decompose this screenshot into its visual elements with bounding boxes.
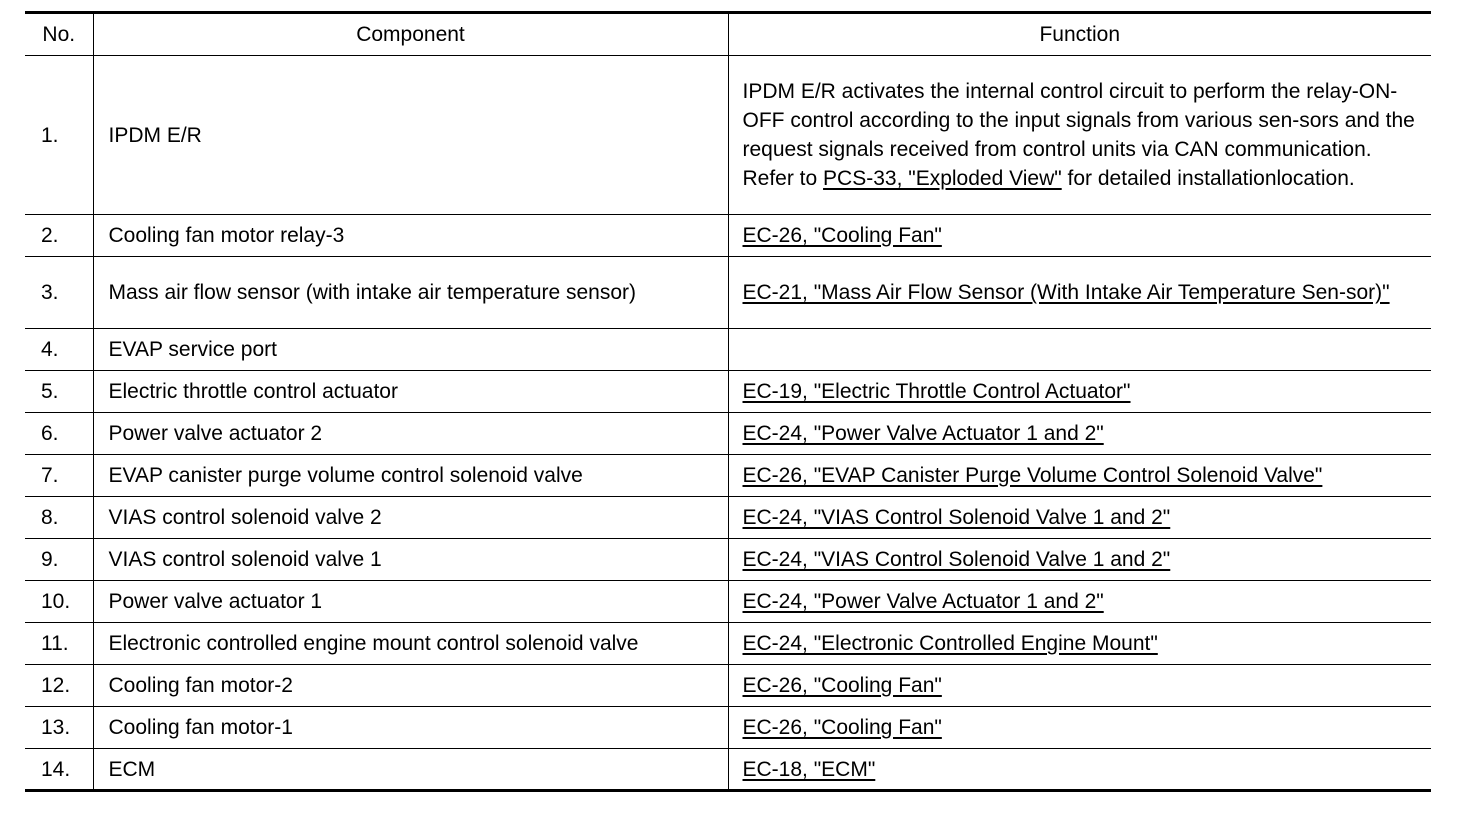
row-number: 1. bbox=[25, 56, 93, 215]
function-cell bbox=[728, 497, 1431, 539]
table-row bbox=[25, 539, 1431, 581]
header-function: Function bbox=[728, 13, 1431, 56]
table-row bbox=[25, 56, 1431, 215]
table-row bbox=[25, 329, 1431, 371]
component-name: Electronic controlled engine mount control solenoid valve bbox=[93, 623, 728, 665]
header-component: Component bbox=[93, 13, 728, 56]
row-number: 13. bbox=[25, 707, 93, 749]
row-number: 9. bbox=[25, 539, 93, 581]
reference-link[interactable]: EC-24, "VIAS Control Solenoid Valve 1 and 2" bbox=[742, 548, 1171, 571]
component-name: Electric throttle control actuator bbox=[93, 371, 728, 413]
function-cell bbox=[728, 623, 1431, 665]
component-name: Cooling fan motor-1 bbox=[93, 707, 728, 749]
function-cell bbox=[728, 56, 1431, 215]
component-function-table bbox=[25, 11, 1431, 792]
table-row bbox=[25, 707, 1431, 749]
function-description: IPDM E/R activates the internal control circuit to perform the relay-ON-OFF control according to the input signals from various sen-sors and the request signals received from control units via CAN communication. bbox=[742, 80, 1415, 161]
refer-suffix: for detailed installationlocation. bbox=[1061, 167, 1355, 190]
row-number: 12. bbox=[25, 665, 93, 707]
table-row bbox=[25, 257, 1431, 329]
component-name: IPDM E/R bbox=[93, 56, 728, 215]
function-cell bbox=[728, 749, 1431, 791]
row-number: 5. bbox=[25, 371, 93, 413]
table-row bbox=[25, 581, 1431, 623]
component-name: VIAS control solenoid valve 2 bbox=[93, 497, 728, 539]
reference-link[interactable]: EC-26, "EVAP Canister Purge Volume Control Solenoid Valve" bbox=[742, 464, 1323, 487]
table-row bbox=[25, 413, 1431, 455]
component-name: Cooling fan motor relay-3 bbox=[93, 215, 728, 257]
reference-link[interactable]: EC-24, "Power Valve Actuator 1 and 2" bbox=[742, 590, 1104, 613]
reference-link[interactable]: EC-18, "ECM" bbox=[742, 757, 876, 781]
function-cell bbox=[728, 371, 1431, 413]
function-cell bbox=[728, 707, 1431, 749]
table-row bbox=[25, 665, 1431, 707]
component-name: EVAP service port bbox=[93, 329, 728, 371]
reference-link[interactable]: EC-26, "Cooling Fan" bbox=[742, 224, 942, 247]
row-number: 10. bbox=[25, 581, 93, 623]
header-no: No. bbox=[25, 13, 93, 56]
function-cell bbox=[728, 215, 1431, 257]
reference-link[interactable]: EC-19, "Electric Throttle Control Actuator" bbox=[742, 380, 1131, 403]
table-row bbox=[25, 371, 1431, 413]
function-cell bbox=[728, 329, 1431, 371]
row-number: 8. bbox=[25, 497, 93, 539]
component-name: VIAS control solenoid valve 1 bbox=[93, 539, 728, 581]
refer-prefix: Refer to bbox=[742, 167, 824, 190]
header-row bbox=[25, 13, 1431, 56]
component-name: EVAP canister purge volume control solenoid valve bbox=[93, 455, 728, 497]
table-row bbox=[25, 497, 1431, 539]
table-row bbox=[25, 215, 1431, 257]
function-cell bbox=[728, 257, 1431, 329]
function-cell bbox=[728, 413, 1431, 455]
component-name: Power valve actuator 1 bbox=[93, 581, 728, 623]
reference-link[interactable]: EC-24, "VIAS Control Solenoid Valve 1 and 2" bbox=[742, 506, 1171, 529]
row-number: 3. bbox=[25, 257, 93, 329]
reference-link[interactable]: PCS-33, "Exploded View" bbox=[823, 167, 1062, 190]
reference-link[interactable]: EC-21, "Mass Air Flow Sensor (With Intake Air Temperature Sen-sor)" bbox=[742, 281, 1390, 304]
reference-link[interactable]: EC-24, "Power Valve Actuator 1 and 2" bbox=[742, 422, 1104, 445]
reference-link[interactable]: EC-26, "Cooling Fan" bbox=[742, 674, 942, 697]
row-number: 2. bbox=[25, 215, 93, 257]
reference-link[interactable]: EC-26, "Cooling Fan" bbox=[742, 716, 942, 739]
component-name: Power valve actuator 2 bbox=[93, 413, 728, 455]
row-number: 6. bbox=[25, 413, 93, 455]
table-row bbox=[25, 749, 1431, 791]
component-name: ECM bbox=[93, 749, 728, 791]
function-cell bbox=[728, 539, 1431, 581]
component-name: Mass air flow sensor (with intake air temperature sensor) bbox=[93, 257, 728, 329]
table-row bbox=[25, 455, 1431, 497]
table-row bbox=[25, 623, 1431, 665]
row-number: 14. bbox=[25, 749, 93, 791]
row-number: 7. bbox=[25, 455, 93, 497]
row-number: 4. bbox=[25, 329, 93, 371]
function-cell bbox=[728, 665, 1431, 707]
row-number: 11. bbox=[25, 623, 93, 665]
function-cell bbox=[728, 455, 1431, 497]
function-cell bbox=[728, 581, 1431, 623]
reference-link[interactable]: EC-24, "Electronic Controlled Engine Mount" bbox=[742, 632, 1158, 655]
component-name: Cooling fan motor-2 bbox=[93, 665, 728, 707]
